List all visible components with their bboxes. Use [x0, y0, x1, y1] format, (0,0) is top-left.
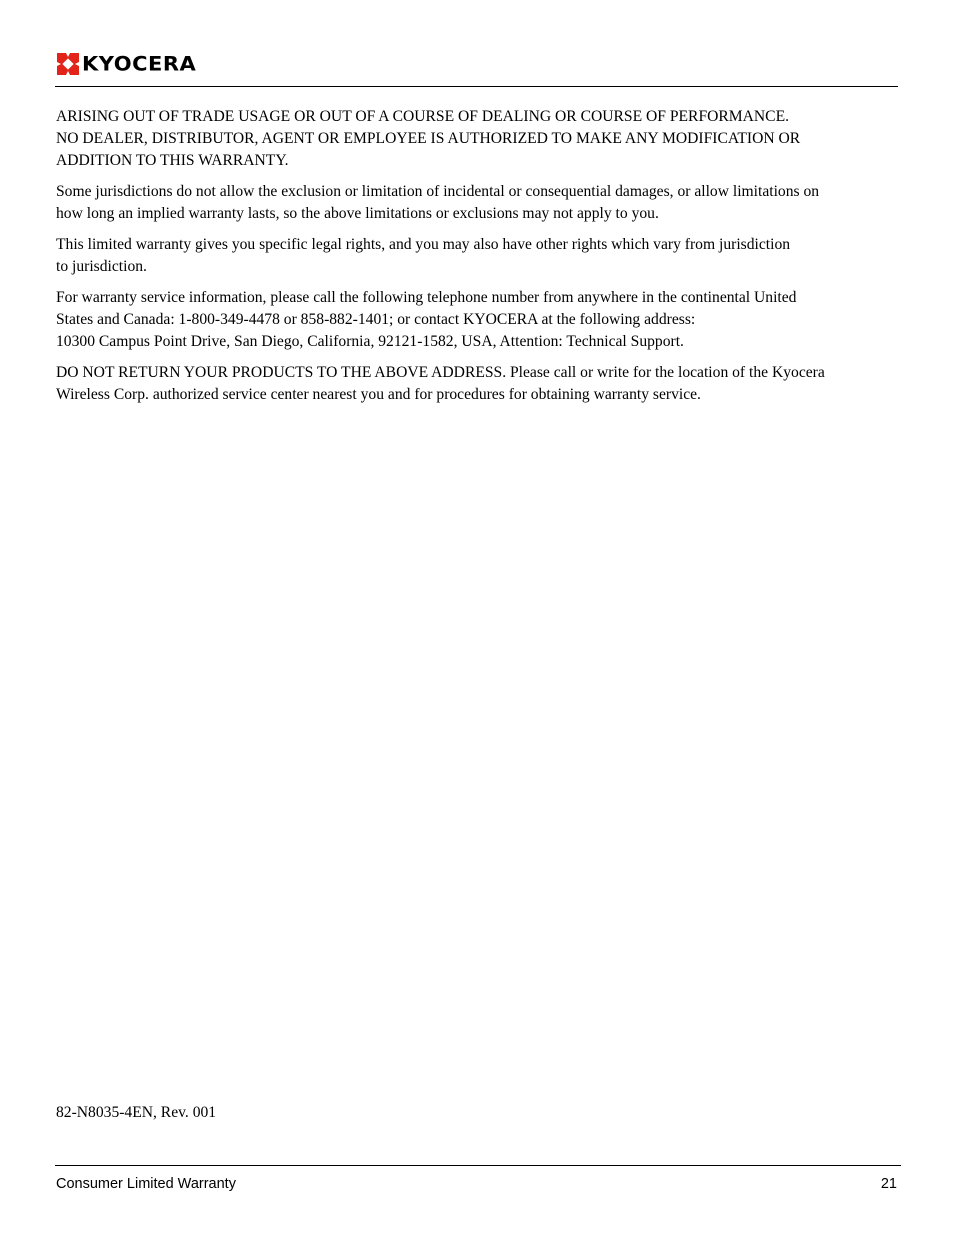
text-line: This limited warranty gives you specific legal rights, and you may also have other rights which vary from jurisdiction	[56, 236, 791, 253]
text-line: to jurisdiction.	[56, 258, 147, 275]
page-footer	[55, 1165, 901, 1198]
text-line: how long an implied warranty lasts, so the above limitations or exclusions may not apply to you.	[56, 205, 659, 222]
text-line: NO DEALER, DISTRIBUTOR, AGENT OR EMPLOYEE IS AUTHORIZED TO MAKE ANY MODIFICATION OR	[56, 130, 801, 147]
page-header	[55, 44, 898, 87]
text-line: States and Canada: 1-800-349-4478 or 858-882-1401; or contact KYOCERA at the following address:	[56, 311, 696, 328]
text-line: 10300 Campus Point Drive, San Diego, California, 92121-1582, USA, Attention: Technical Support.	[56, 333, 684, 350]
text-line: ADDITION TO THIS WARRANTY.	[56, 152, 289, 169]
paragraph-jurisdictions	[56, 181, 898, 225]
warranty-body	[56, 106, 898, 415]
kyocera-logo	[57, 50, 196, 78]
document-number: 82-N8035-4EN, Rev. 001	[56, 1104, 217, 1121]
paragraph-service-info	[56, 287, 898, 353]
kyocera-logo-icon	[57, 53, 79, 75]
paragraph-do-not-return	[56, 362, 898, 406]
text-line: Some jurisdictions do not allow the exclusion or limitation of incidental or consequential damages, or allow limitations on	[56, 183, 820, 200]
paragraph-legal-rights	[56, 234, 898, 278]
text-line: ARISING OUT OF TRADE USAGE OR OUT OF A COURSE OF DEALING OR COURSE OF PERFORMANCE.	[56, 108, 790, 125]
footer-title: Consumer Limited Warranty	[56, 1176, 236, 1192]
logo-wordmark: KYOCERA	[82, 52, 197, 76]
text-line: For warranty service information, please call the following telephone number from anywhere in the continental United	[56, 289, 797, 306]
text-line: Wireless Corp. authorized service center nearest you and for procedures for obtaining warranty service.	[56, 386, 701, 403]
paragraph-trade-usage	[56, 106, 898, 172]
text-line: DO NOT RETURN YOUR PRODUCTS TO THE ABOVE ADDRESS. Please call or write for the location of the Kyocera	[56, 364, 825, 381]
page-number: 21	[880, 1176, 897, 1192]
